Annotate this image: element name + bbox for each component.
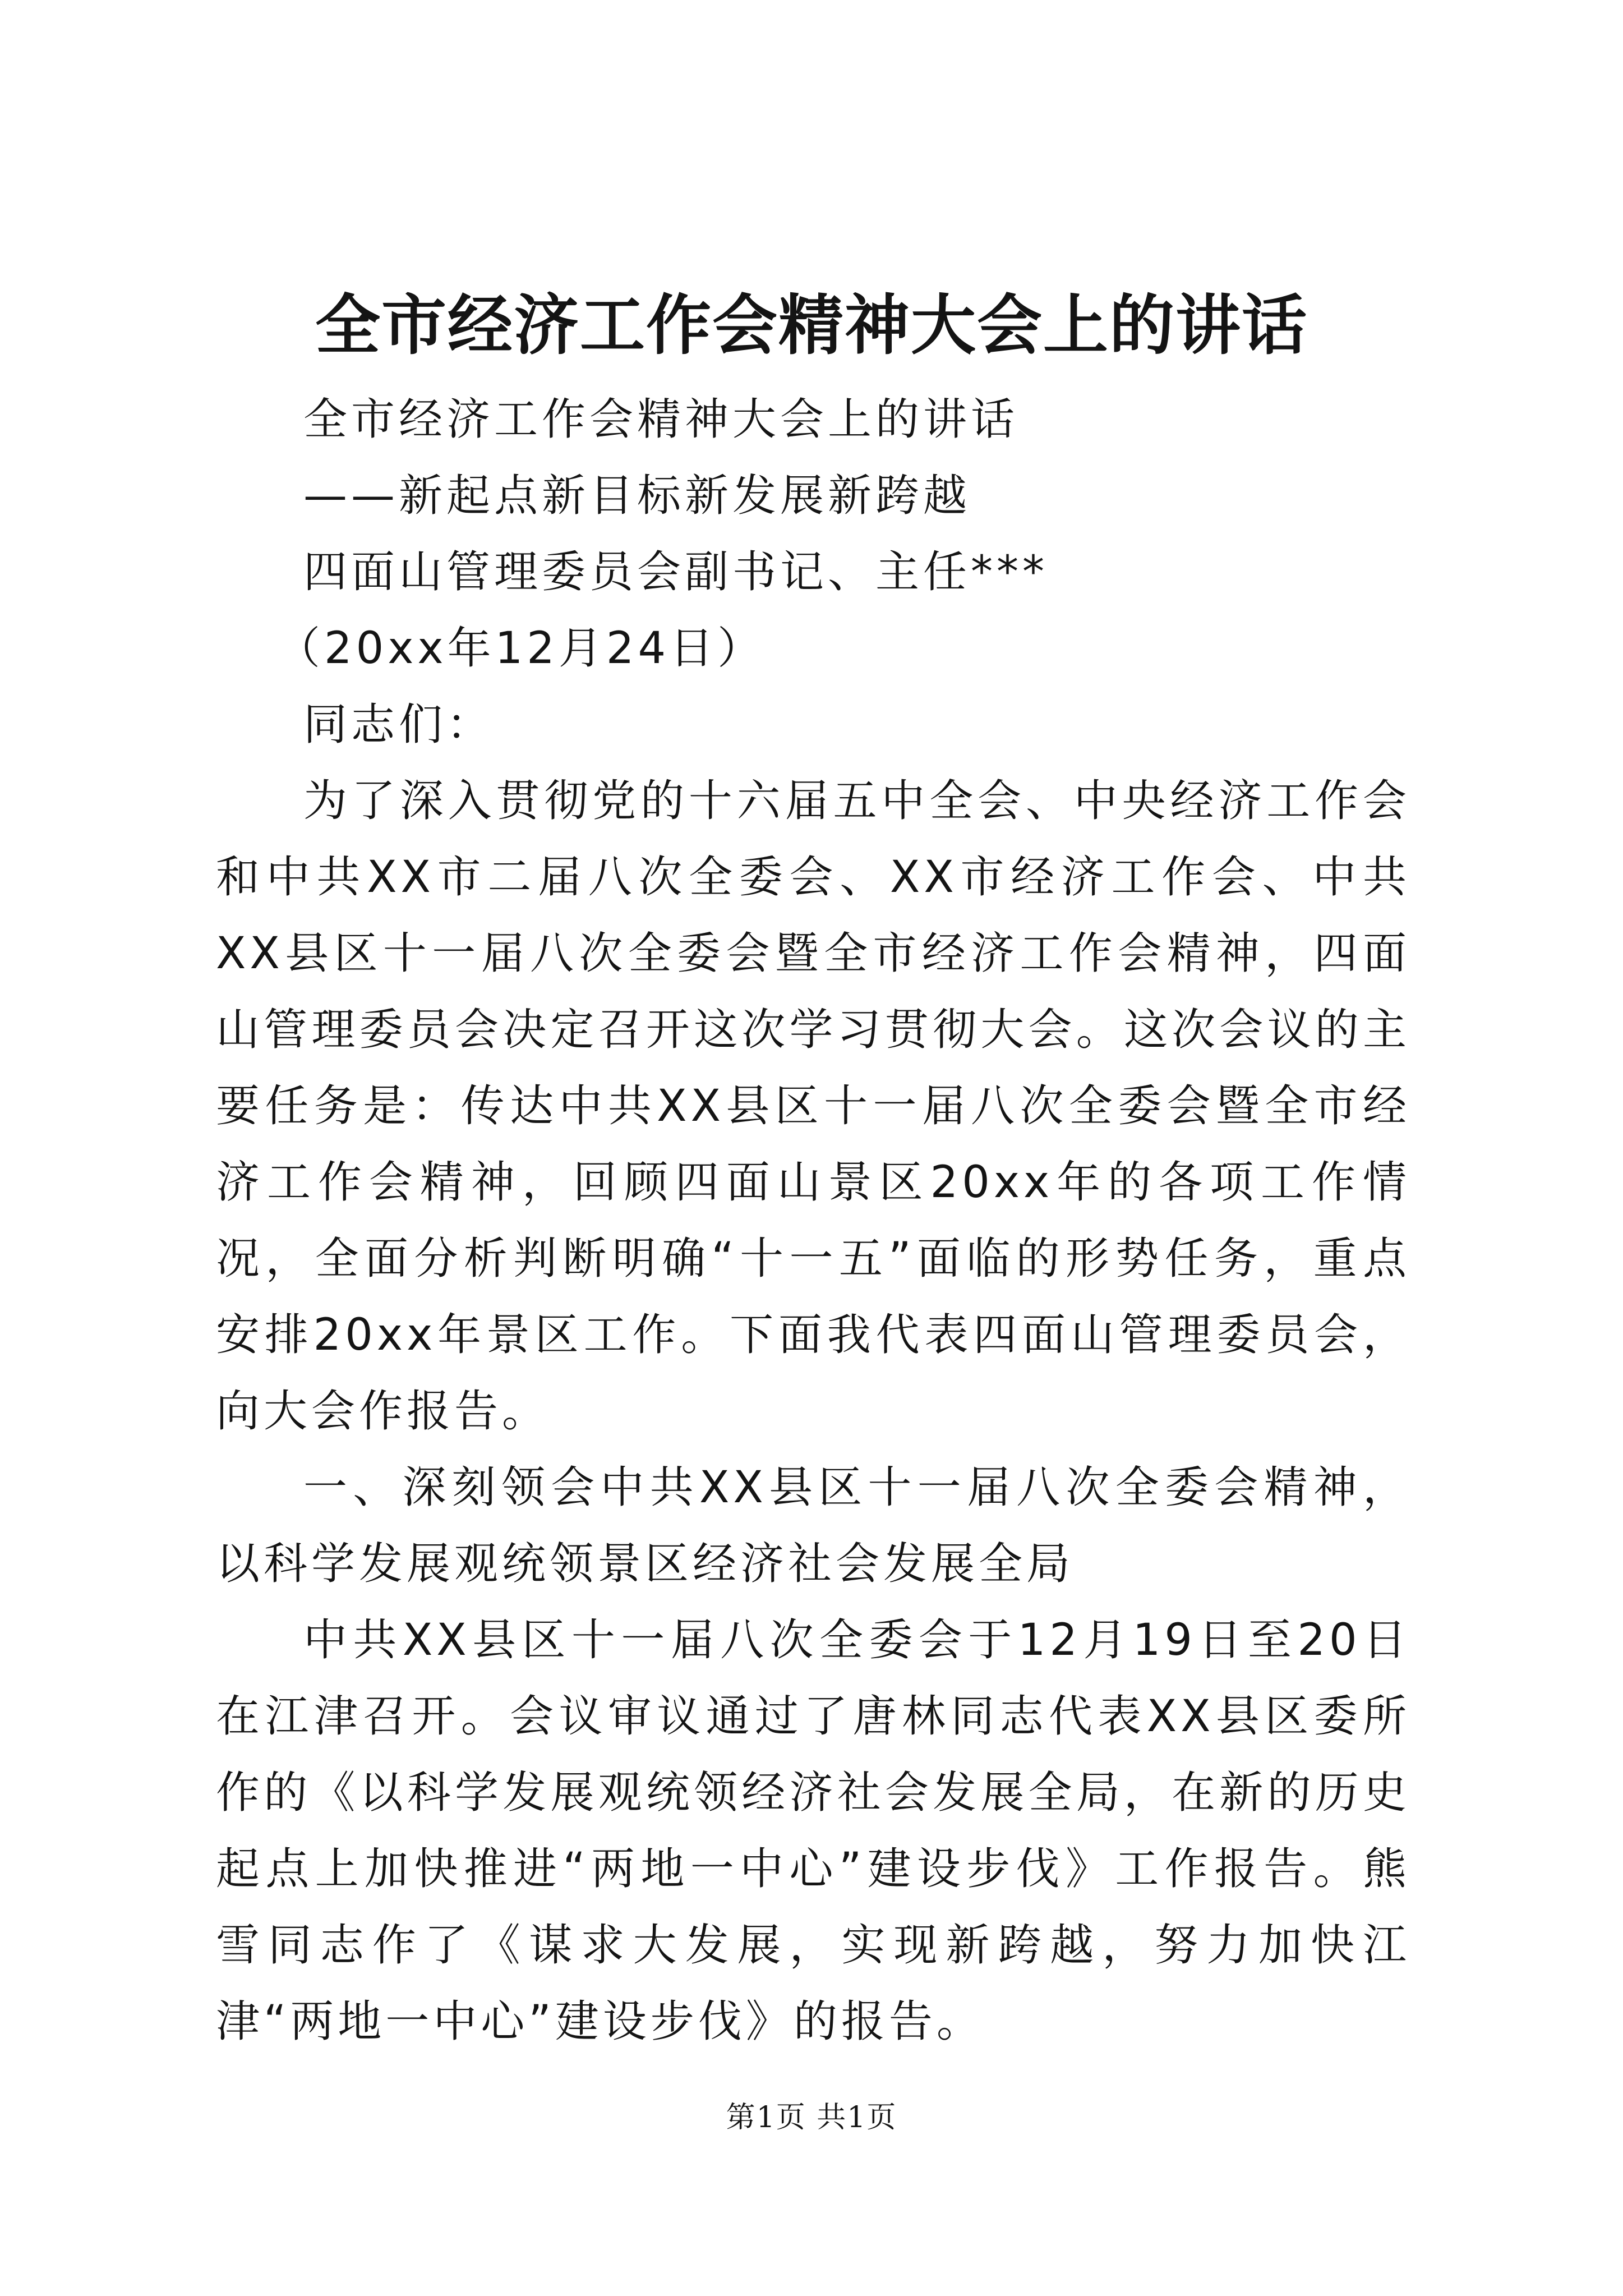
heading-line: 全市经济工作会精神大会上的讲话 (303, 394, 1019, 445)
subtitle-line: ——新起点新目标新发展新跨越 (303, 471, 971, 521)
section-heading-1: 一、深刻领会中共XX县区十一届八次全委会精神，以科学发展观统领景区经济社会发展全局 (216, 1462, 1410, 1589)
paragraph-meeting: 中共XX县区十一届八次全委会于12月19日至20日在江津召开。会议审议通过了唐林同志代表XX县区委所作的《以科学发展观统领经济社会发展全局，在新的历史起点上加快推进“两地一中心”建设步伐》工作报告。熊雪同志作了《谋求大发展，实现新跨越，努力加快江津“两地一中心”建设步伐》的报告。 (216, 1615, 1410, 2047)
speaker-line: 四面山管理委员会副书记、主任*** (303, 547, 1049, 597)
paragraph-intro: 为了深入贯彻党的十六届五中全会、中央经济工作会和中共XX市二届八次全委会、XX市经济工作会、中共XX县区十一届八次全委会暨全市经济工作会精神，四面山管理委员会决定召开这次学习贯彻大会。这次会议的主要任务是：传达中共XX县区十一届八次全委会暨全市经济工作会精神，回顾四面山景区20xx年的各项工作情况，全面分析判断明确“十一五”面临的形势任务，重点安排20xx年景区工作。下面我代表四面山管理委员会，向大会作报告。 (216, 776, 1410, 1437)
salutation: 同志们： (303, 700, 495, 750)
date-line: （20xx年12月24日） (276, 623, 766, 674)
page-footer: 第1页 共1页 (726, 2101, 897, 2134)
document-body (216, 381, 1410, 2060)
document-title: 全市经济工作会精神大会上的讲话 (315, 287, 1308, 364)
